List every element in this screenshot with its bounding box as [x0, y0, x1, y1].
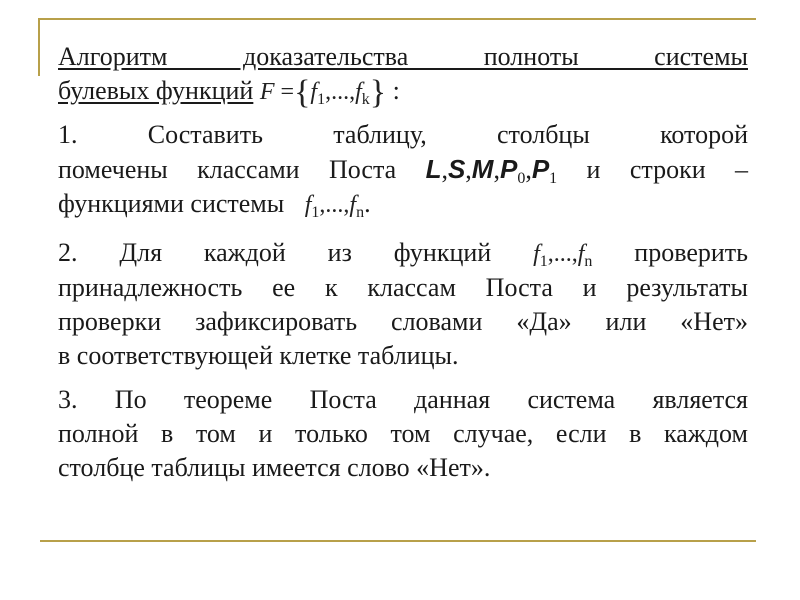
class-S: S	[447, 154, 466, 184]
formula-fk-sub: k	[361, 91, 370, 108]
formula-fk: f	[355, 79, 362, 105]
formula-fn: f	[349, 192, 357, 218]
step-1-formula	[305, 188, 364, 222]
class-P1: P	[531, 154, 550, 184]
formula-f1-sub: 1	[539, 253, 548, 270]
step-1-line-3-prefix: функциями системы	[58, 189, 285, 218]
step-2-line-1-prefix: 2. Для каждой из функций	[58, 238, 492, 267]
class-comma: ,	[441, 155, 448, 184]
formula-fn-sub: n	[356, 204, 365, 221]
class-P0: P	[499, 154, 518, 184]
class-comma: ,	[525, 155, 532, 184]
class-L: L	[425, 154, 442, 184]
class-comma: ,	[493, 155, 500, 184]
formula-fn: f	[577, 241, 585, 267]
step-3-line-1: 3. По теореме Поста данная система является	[58, 385, 748, 414]
formula-fn-sub: n	[584, 253, 593, 270]
title-colon: :	[392, 76, 400, 105]
class-comma: ,	[465, 155, 472, 184]
step-1-line-2-suffix: и строки –	[586, 155, 748, 184]
formula-f1: f	[310, 79, 318, 105]
formula-f1: f	[533, 241, 540, 267]
step-1-period: .	[364, 189, 371, 218]
title-line-2	[58, 74, 748, 110]
step-2	[58, 236, 748, 373]
step-3-line-2: полной в том и только том случае, если в каждом	[58, 419, 748, 448]
title-line-1: Алгоритм доказательства полноты системы	[58, 42, 748, 71]
left-divider	[38, 18, 40, 76]
slide-content	[58, 40, 748, 485]
formula-f1: f	[304, 192, 312, 218]
title-formula	[260, 75, 386, 110]
step-2-line-3: проверки зафиксировать словами «Да» или «Нет»	[58, 307, 748, 336]
top-divider	[40, 18, 756, 20]
step-1-line-2	[58, 152, 748, 187]
step-2-line-4: в соответствующей клетке таблицы.	[58, 341, 459, 370]
step-1	[58, 118, 748, 222]
formula-f1-sub: 1	[311, 204, 320, 221]
class-P0-sub: 0	[517, 170, 526, 187]
formula-dots: ,...,	[547, 241, 578, 267]
formula-rbrace: }	[369, 74, 387, 111]
formula-lbrace: {	[294, 74, 311, 111]
formula-f1-sub: 1	[317, 91, 326, 108]
step-2-line-1	[58, 236, 748, 271]
class-P1-sub: 1	[549, 170, 558, 187]
step-1-line-2-prefix: помечены классами Поста	[58, 155, 397, 184]
step-2-line-2: принадлежность ее к классам Поста и результаты	[58, 273, 748, 302]
step-1-line-3	[58, 187, 748, 222]
formula-dots: ,...,	[325, 79, 356, 105]
slide-title	[58, 40, 748, 110]
formula-dots: ,...,	[319, 192, 350, 218]
formula-F: F	[259, 79, 275, 105]
step-3	[58, 383, 748, 485]
bottom-divider	[40, 540, 756, 542]
step-2-line-1-suffix: проверить	[634, 238, 749, 267]
step-2-formula	[533, 237, 592, 271]
title-line-2-text: булевых функций	[58, 76, 254, 105]
step-3-line-3: столбце таблицы имеется слово «Нет».	[58, 453, 491, 482]
step-1-line-1: 1. Составить таблицу, столбцы которой	[58, 120, 748, 149]
formula-eq: =	[280, 79, 295, 105]
post-classes	[425, 154, 558, 187]
class-M: M	[471, 154, 494, 184]
